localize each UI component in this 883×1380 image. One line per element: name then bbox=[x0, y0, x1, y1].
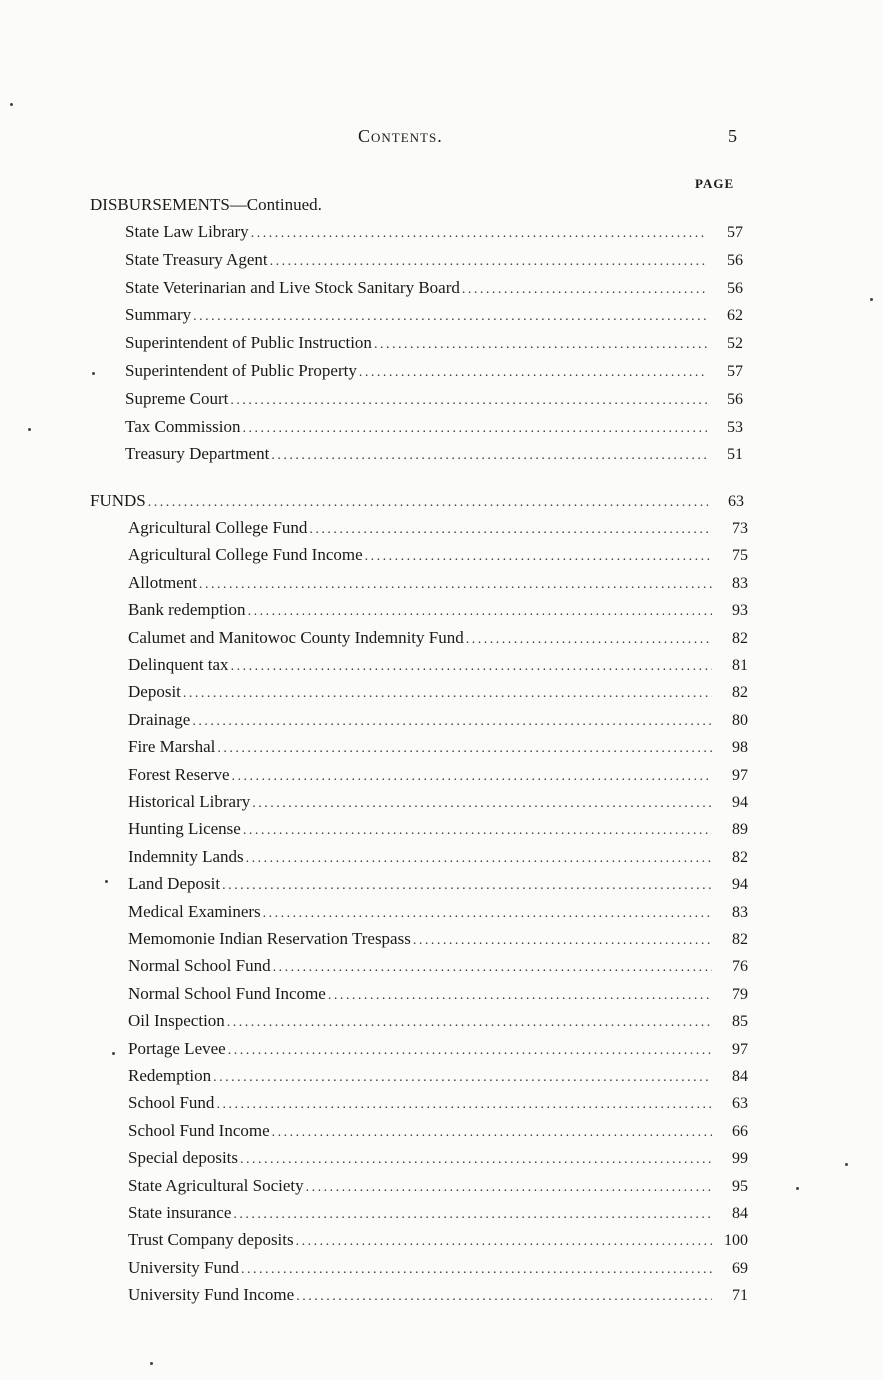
toc-entry bbox=[128, 956, 748, 980]
funds-heading-entry bbox=[90, 491, 744, 515]
toc-entry-page: 84 bbox=[732, 1068, 748, 1085]
toc-entry-label: State Veterinarian and Live Stock Sanitary Board bbox=[125, 277, 460, 297]
dot-leader bbox=[217, 741, 712, 757]
toc-entry bbox=[128, 628, 748, 652]
toc-entry-label: Tax Commission bbox=[125, 416, 241, 436]
toc-entry-label: Land Deposit bbox=[128, 874, 221, 894]
page-column-label: PAGE bbox=[695, 176, 735, 191]
dot-leader bbox=[216, 1097, 712, 1113]
toc-entry bbox=[128, 792, 748, 816]
scan-speck bbox=[796, 1187, 799, 1190]
toc-entry-page: 75 bbox=[732, 547, 748, 565]
toc-entry-label: University Fund bbox=[128, 1257, 239, 1277]
toc-entry-label: Bank redemption bbox=[128, 600, 246, 620]
toc-entry-page: 62 bbox=[727, 307, 743, 325]
toc-entry bbox=[128, 1066, 748, 1090]
toc-entry-label: Summary bbox=[125, 305, 192, 325]
toc-entry-page: 83 bbox=[732, 903, 748, 921]
toc-entry-label: Normal School Fund Income bbox=[128, 983, 326, 1003]
toc-entry-label: Indemnity Lands bbox=[128, 846, 244, 866]
dot-leader bbox=[374, 337, 707, 353]
toc-entry bbox=[128, 1203, 748, 1227]
toc-entry-page: 94 bbox=[732, 794, 748, 811]
toc-entry bbox=[128, 1258, 748, 1282]
toc-entry-page: 53 bbox=[727, 418, 743, 436]
toc-entry-label: Special deposits bbox=[128, 1148, 239, 1168]
scan-speck bbox=[105, 880, 108, 883]
dot-leader bbox=[183, 686, 712, 702]
toc-entry bbox=[128, 1148, 748, 1172]
dot-leader bbox=[233, 1207, 712, 1223]
dot-leader bbox=[251, 226, 707, 242]
toc-entry bbox=[128, 1011, 748, 1035]
toc-entry-label: Forest Reserve bbox=[128, 764, 230, 784]
toc-entry bbox=[128, 984, 748, 1008]
toc-entry bbox=[128, 737, 748, 761]
toc-entry bbox=[128, 655, 748, 679]
dot-leader bbox=[242, 421, 707, 437]
toc-entry bbox=[128, 710, 748, 734]
page-title: Contents. bbox=[358, 126, 443, 146]
toc-entry bbox=[128, 1285, 748, 1309]
toc-entry-label: School Fund Income bbox=[128, 1120, 270, 1140]
toc-entry bbox=[128, 1121, 748, 1145]
dot-leader bbox=[192, 714, 712, 730]
dot-leader bbox=[252, 796, 712, 812]
toc-entry-label: State insurance bbox=[128, 1203, 232, 1222]
toc-entry bbox=[125, 444, 743, 468]
disbursements-heading: DISBURSEMENTS—Continued. bbox=[90, 195, 322, 214]
toc-entry-label: Agricultural College Fund bbox=[128, 518, 308, 537]
dot-leader bbox=[232, 769, 712, 785]
dot-leader bbox=[230, 393, 707, 409]
dot-leader bbox=[462, 282, 707, 298]
dot-leader bbox=[243, 823, 712, 839]
toc-entry-label: Allotment bbox=[128, 572, 197, 592]
toc-entry-page: 89 bbox=[732, 821, 748, 839]
toc-entry-page: 100 bbox=[724, 1232, 748, 1250]
toc-entry-page: 79 bbox=[732, 985, 748, 1003]
toc-entry bbox=[128, 682, 748, 706]
toc-entry bbox=[125, 278, 743, 302]
toc-entry-label: Drainage bbox=[128, 709, 191, 729]
dot-leader bbox=[213, 1070, 712, 1086]
toc-entry-page: 69 bbox=[732, 1259, 748, 1277]
scan-speck bbox=[150, 1362, 153, 1365]
toc-entry bbox=[125, 389, 743, 413]
toc-entry-label: Redemption bbox=[128, 1066, 212, 1085]
toc-entry-label: University Fund Income bbox=[128, 1285, 295, 1305]
dot-leader bbox=[222, 878, 712, 894]
toc-entry-page: 71 bbox=[732, 1287, 748, 1305]
toc-entry-label: Fire Marshal bbox=[128, 737, 216, 757]
toc-entry-label: Historical Library bbox=[128, 792, 251, 811]
toc-entry-page: 82 bbox=[732, 684, 748, 702]
dot-leader bbox=[199, 577, 712, 593]
toc-entry bbox=[128, 1093, 748, 1117]
toc-entry-page: 52 bbox=[727, 335, 743, 353]
dot-leader bbox=[466, 632, 712, 648]
toc-entry-label: School Fund bbox=[128, 1093, 215, 1113]
toc-entry bbox=[125, 333, 743, 357]
toc-entry bbox=[128, 545, 748, 569]
dot-leader bbox=[365, 549, 712, 565]
toc-entry bbox=[125, 417, 743, 441]
dot-leader bbox=[248, 604, 712, 620]
toc-entry-page: 73 bbox=[732, 520, 748, 537]
toc-entry bbox=[128, 874, 748, 898]
dot-leader bbox=[231, 659, 712, 675]
toc-entry-page: 83 bbox=[732, 574, 748, 592]
toc-entry-label: Superintendent of Public Instruction bbox=[125, 333, 372, 353]
scan-speck bbox=[870, 298, 873, 301]
toc-entry-page: 85 bbox=[732, 1013, 748, 1031]
toc-entry-page: 56 bbox=[727, 251, 743, 269]
toc-entry-page: 56 bbox=[727, 390, 743, 408]
dot-leader bbox=[328, 988, 712, 1004]
toc-entry-label: Delinquent tax bbox=[128, 655, 229, 674]
toc-entry-label: Deposit bbox=[128, 682, 181, 702]
toc-entry-page: 93 bbox=[732, 602, 748, 620]
toc-entry-page: 57 bbox=[727, 363, 743, 380]
dot-leader bbox=[263, 906, 712, 922]
toc-entry-label: Oil Inspection bbox=[128, 1011, 225, 1031]
toc-entry bbox=[128, 1176, 748, 1200]
toc-entry-label: Calumet and Manitowoc County Indemnity Fund bbox=[128, 627, 464, 647]
dot-leader bbox=[148, 495, 708, 511]
toc-entry-label: Superintendent of Public Property bbox=[125, 361, 357, 380]
toc-entry-page: 57 bbox=[727, 224, 743, 241]
toc-entry-page: 81 bbox=[732, 657, 748, 674]
toc-entry-page: 97 bbox=[732, 1040, 748, 1058]
dot-leader bbox=[241, 1262, 712, 1278]
dot-leader bbox=[296, 1289, 712, 1305]
toc-entry-label: State Law Library bbox=[125, 222, 249, 241]
toc-entry bbox=[128, 819, 748, 843]
toc-entry-page: 63 bbox=[732, 1095, 748, 1113]
toc-entry bbox=[128, 902, 748, 926]
dot-leader bbox=[359, 365, 707, 381]
scan-speck bbox=[845, 1163, 848, 1166]
toc-entry-label: Medical Examiners bbox=[128, 901, 261, 921]
toc-entry-label: Memomonie Indian Reservation Trespass bbox=[128, 929, 411, 948]
dot-leader bbox=[270, 254, 707, 270]
toc-entry bbox=[128, 765, 748, 789]
toc-entry bbox=[125, 305, 743, 329]
dot-leader bbox=[227, 1015, 712, 1031]
toc-entry-page: 84 bbox=[732, 1205, 748, 1222]
dot-leader bbox=[271, 448, 707, 464]
dot-leader bbox=[228, 1043, 712, 1059]
toc-entry bbox=[125, 222, 743, 246]
scan-speck bbox=[92, 372, 95, 375]
toc-entry bbox=[128, 847, 748, 871]
toc-entry-page: 97 bbox=[732, 766, 748, 784]
dot-leader bbox=[193, 309, 707, 325]
toc-entry-page: 56 bbox=[727, 279, 743, 297]
toc-entry bbox=[128, 1039, 748, 1063]
dot-leader bbox=[413, 933, 712, 949]
toc-entry-page: 82 bbox=[732, 931, 748, 948]
toc-entry-page: 66 bbox=[732, 1122, 748, 1140]
toc-entry-page: 80 bbox=[732, 711, 748, 729]
toc-entry-label: State Treasury Agent bbox=[125, 249, 268, 269]
dot-leader bbox=[273, 960, 712, 976]
dot-leader bbox=[272, 1125, 712, 1141]
toc-entry-label: State Agricultural Society bbox=[128, 1175, 304, 1195]
funds-heading: FUNDS bbox=[90, 491, 146, 510]
page-number: 5 bbox=[728, 126, 737, 146]
toc-entry-label: Normal School Fund bbox=[128, 956, 271, 976]
scan-speck bbox=[112, 1052, 115, 1055]
toc-entry bbox=[128, 518, 748, 542]
dot-leader bbox=[306, 1180, 712, 1196]
scan-speck bbox=[28, 428, 31, 431]
scan-speck bbox=[10, 103, 13, 106]
toc-entry-label: Trust Company deposits bbox=[128, 1230, 294, 1250]
dot-leader bbox=[296, 1234, 712, 1250]
toc-entry-page: 99 bbox=[732, 1150, 748, 1168]
dot-leader bbox=[309, 522, 712, 538]
running-head bbox=[0, 126, 883, 152]
toc-entry-page: 95 bbox=[732, 1177, 748, 1195]
toc-entry-label: Agricultural College Fund Income bbox=[128, 545, 363, 565]
toc-entry-page: 82 bbox=[732, 848, 748, 866]
toc-entry-label: Hunting License bbox=[128, 819, 241, 839]
toc-entry bbox=[128, 573, 748, 597]
toc-entry-page: 76 bbox=[732, 958, 748, 976]
toc-entry-page: 94 bbox=[732, 876, 748, 894]
toc-entry bbox=[125, 361, 743, 385]
toc-entry-label: Supreme Court bbox=[125, 388, 229, 408]
toc-entry-page: 51 bbox=[727, 446, 743, 464]
toc-entry bbox=[125, 250, 743, 274]
toc-entry-page: 98 bbox=[732, 739, 748, 757]
funds-page: 63 bbox=[728, 493, 744, 510]
dot-leader bbox=[240, 1152, 712, 1168]
toc-entry-label: Portage Levee bbox=[128, 1038, 226, 1058]
toc-entry bbox=[128, 1230, 748, 1254]
dot-leader bbox=[246, 851, 712, 867]
toc-entry bbox=[128, 929, 748, 953]
toc-entry bbox=[128, 600, 748, 624]
toc-entry-page: 82 bbox=[732, 629, 748, 647]
toc-entry-label: Treasury Department bbox=[125, 444, 270, 464]
